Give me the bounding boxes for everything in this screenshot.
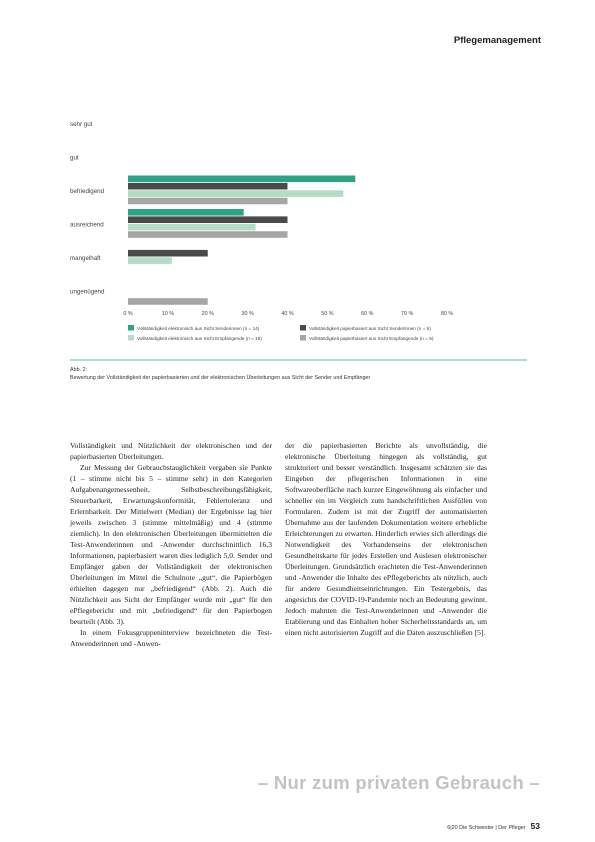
legend-swatch <box>300 335 306 341</box>
category-label: mangelhaft <box>70 255 101 262</box>
page-footer <box>447 821 540 831</box>
body-paragraph: der die papierbasierten Berichte als unvollständig, die elektronische Überleitung hingegen als vollständig, gut strukturiert und besser verständlich. Insgesamt schätzten sie das Eingeben der pflegerischen Informationen in eine Softwareoberfläche nach kurzer Eingewöhnung als einfacher und schneller ein im Vergleich zum handschriftlichen Ausfüllen von Formularen. Zudem ist mit der Zugriff der automatisierten Übernahme aus der laufenden Dokumentation weitere erhebliche Erleichterungen zu erwarten. Hinderlich erwies sich allerdings die Notwendigkeit des Vorhandenseins der elektronischen Gesundheitskarte für jedes Erstellen und Auslesen elektronischer Überleitungen. Grundsätzlich erachteten die Test-Anwenderinnen und -Anwender die Inhalte des ePflegeberichts als nützlich, auch für andere Gesundheitseinrichtungen. Ein Testergebnis, das angesichts der COVID-19-Pandemie noch an Bedeutung gewinnt. Jedoch mahnten die Test-Anwenderinnen und -Anwender die Etablierung und das Einhalten hoher Sicherheitsstandards an, um einen nicht autorisierten Zugriff auf die Daten auszuschließen [5]. <box>285 441 487 637</box>
section-title: Pflegemanagement <box>453 35 541 46</box>
x-tick-label: 0 % <box>123 311 133 317</box>
category-label: ungenügend <box>70 288 105 296</box>
bar <box>128 216 288 223</box>
body-column-right <box>285 440 487 638</box>
bar <box>128 176 355 183</box>
body-paragraph: In einem Fokusgruppeninterview bezeichneten die Test-Anwenderinnen und -Anwen- <box>70 628 272 648</box>
legend-label: Vollständigkeit papierbasiert aus Sicht Senderinnen (n = 5) <box>309 326 431 331</box>
legend-swatch <box>128 335 134 341</box>
footer-issue: 6|20 Die Schwester | Der Pfleger <box>447 825 526 831</box>
legend-swatch <box>128 325 134 331</box>
bar-chart <box>0 0 595 420</box>
category-label: gut <box>70 154 79 162</box>
bar <box>128 190 343 197</box>
bar <box>128 209 244 216</box>
caption-text: Bewertung der Vollständigkeit der papierbasierten und der elektronischen Überleitungen aus Sicht der Sender und Empfänger <box>70 375 371 382</box>
legend-label: Vollständigkeit elektronisch aus Sicht Senderinnen (n = 14) <box>137 326 260 331</box>
bar <box>128 224 256 231</box>
figure-caption <box>70 366 470 383</box>
legend-label: Vollständigkeit papierbasiert aus Sicht Empfangende (n = 5) <box>309 336 434 341</box>
body-paragraph: Vollständigkeit und Nützlichkeit der elektronischen und der papierbasierten Überleitungen. <box>70 441 272 461</box>
x-tick-label: 20 % <box>201 311 214 317</box>
bar <box>128 298 208 305</box>
page-number: 53 <box>530 821 540 831</box>
bar <box>128 250 208 257</box>
legend-swatch <box>300 325 306 331</box>
bar <box>128 198 288 205</box>
caption-label: Abb. 2: <box>70 367 88 373</box>
x-tick-label: 50 % <box>321 311 334 317</box>
legend-label: Vollständigkeit elektronisch aus Sicht Empfangende (n = 19) <box>137 336 262 341</box>
x-tick-label: 60 % <box>361 311 374 317</box>
category-label: sehr gut <box>70 121 93 128</box>
x-tick-label: 30 % <box>241 311 254 317</box>
bar <box>128 231 288 238</box>
bar <box>128 183 288 190</box>
category-label: ausreichend <box>70 221 104 229</box>
bar <box>128 257 172 264</box>
watermark: – Nur zum privaten Gebrauch – <box>257 772 540 793</box>
x-tick-label: 80 % <box>440 311 454 317</box>
category-label: befriedigend <box>70 188 105 195</box>
x-tick-label: 70 % <box>400 311 414 317</box>
x-tick-label: 10 % <box>161 311 175 317</box>
body-column-left <box>70 440 272 649</box>
x-tick-label: 40 % <box>281 311 294 317</box>
body-paragraph: Zur Messung der Gebrauchstauglichkeit vergaben sie Punkte (1 – stimme nicht bis 5 – stimme sehr) in den Kategorien Aufgabenangemessenheit, Selbstbeschreibungsfähigkeit, Steuerbarkeit, Erwartungskonformität, Fehlertoleranz und Erlernbarkeit. Der Mittelwert (Median) der Ergebnisse lag hier jeweils zwischen 3 (stimme mittelmäßig) und 4 (stimme ziemlich). In den elektronischen Überleitungen übermittelten die Test-Anwenderinnen und -Anwender durchschnittlich 16,3 Informationen, papierbasiert waren dies lediglich 5,0. Sender und Empfänger gaben der Vollständigkeit der elektronischen Überleitungen im Mittel die Schulnote „gut“, die Papierbögen erhielten dagegen nur „befriedigend“ (Abb. 2). Auch die Nützlichkeit aus Sicht der Empfänger wurde mit „gut“ für den ePflegebericht und mit „befriedigend“ für den Papierbogen beurteilt (Abb. 3). <box>70 463 272 626</box>
